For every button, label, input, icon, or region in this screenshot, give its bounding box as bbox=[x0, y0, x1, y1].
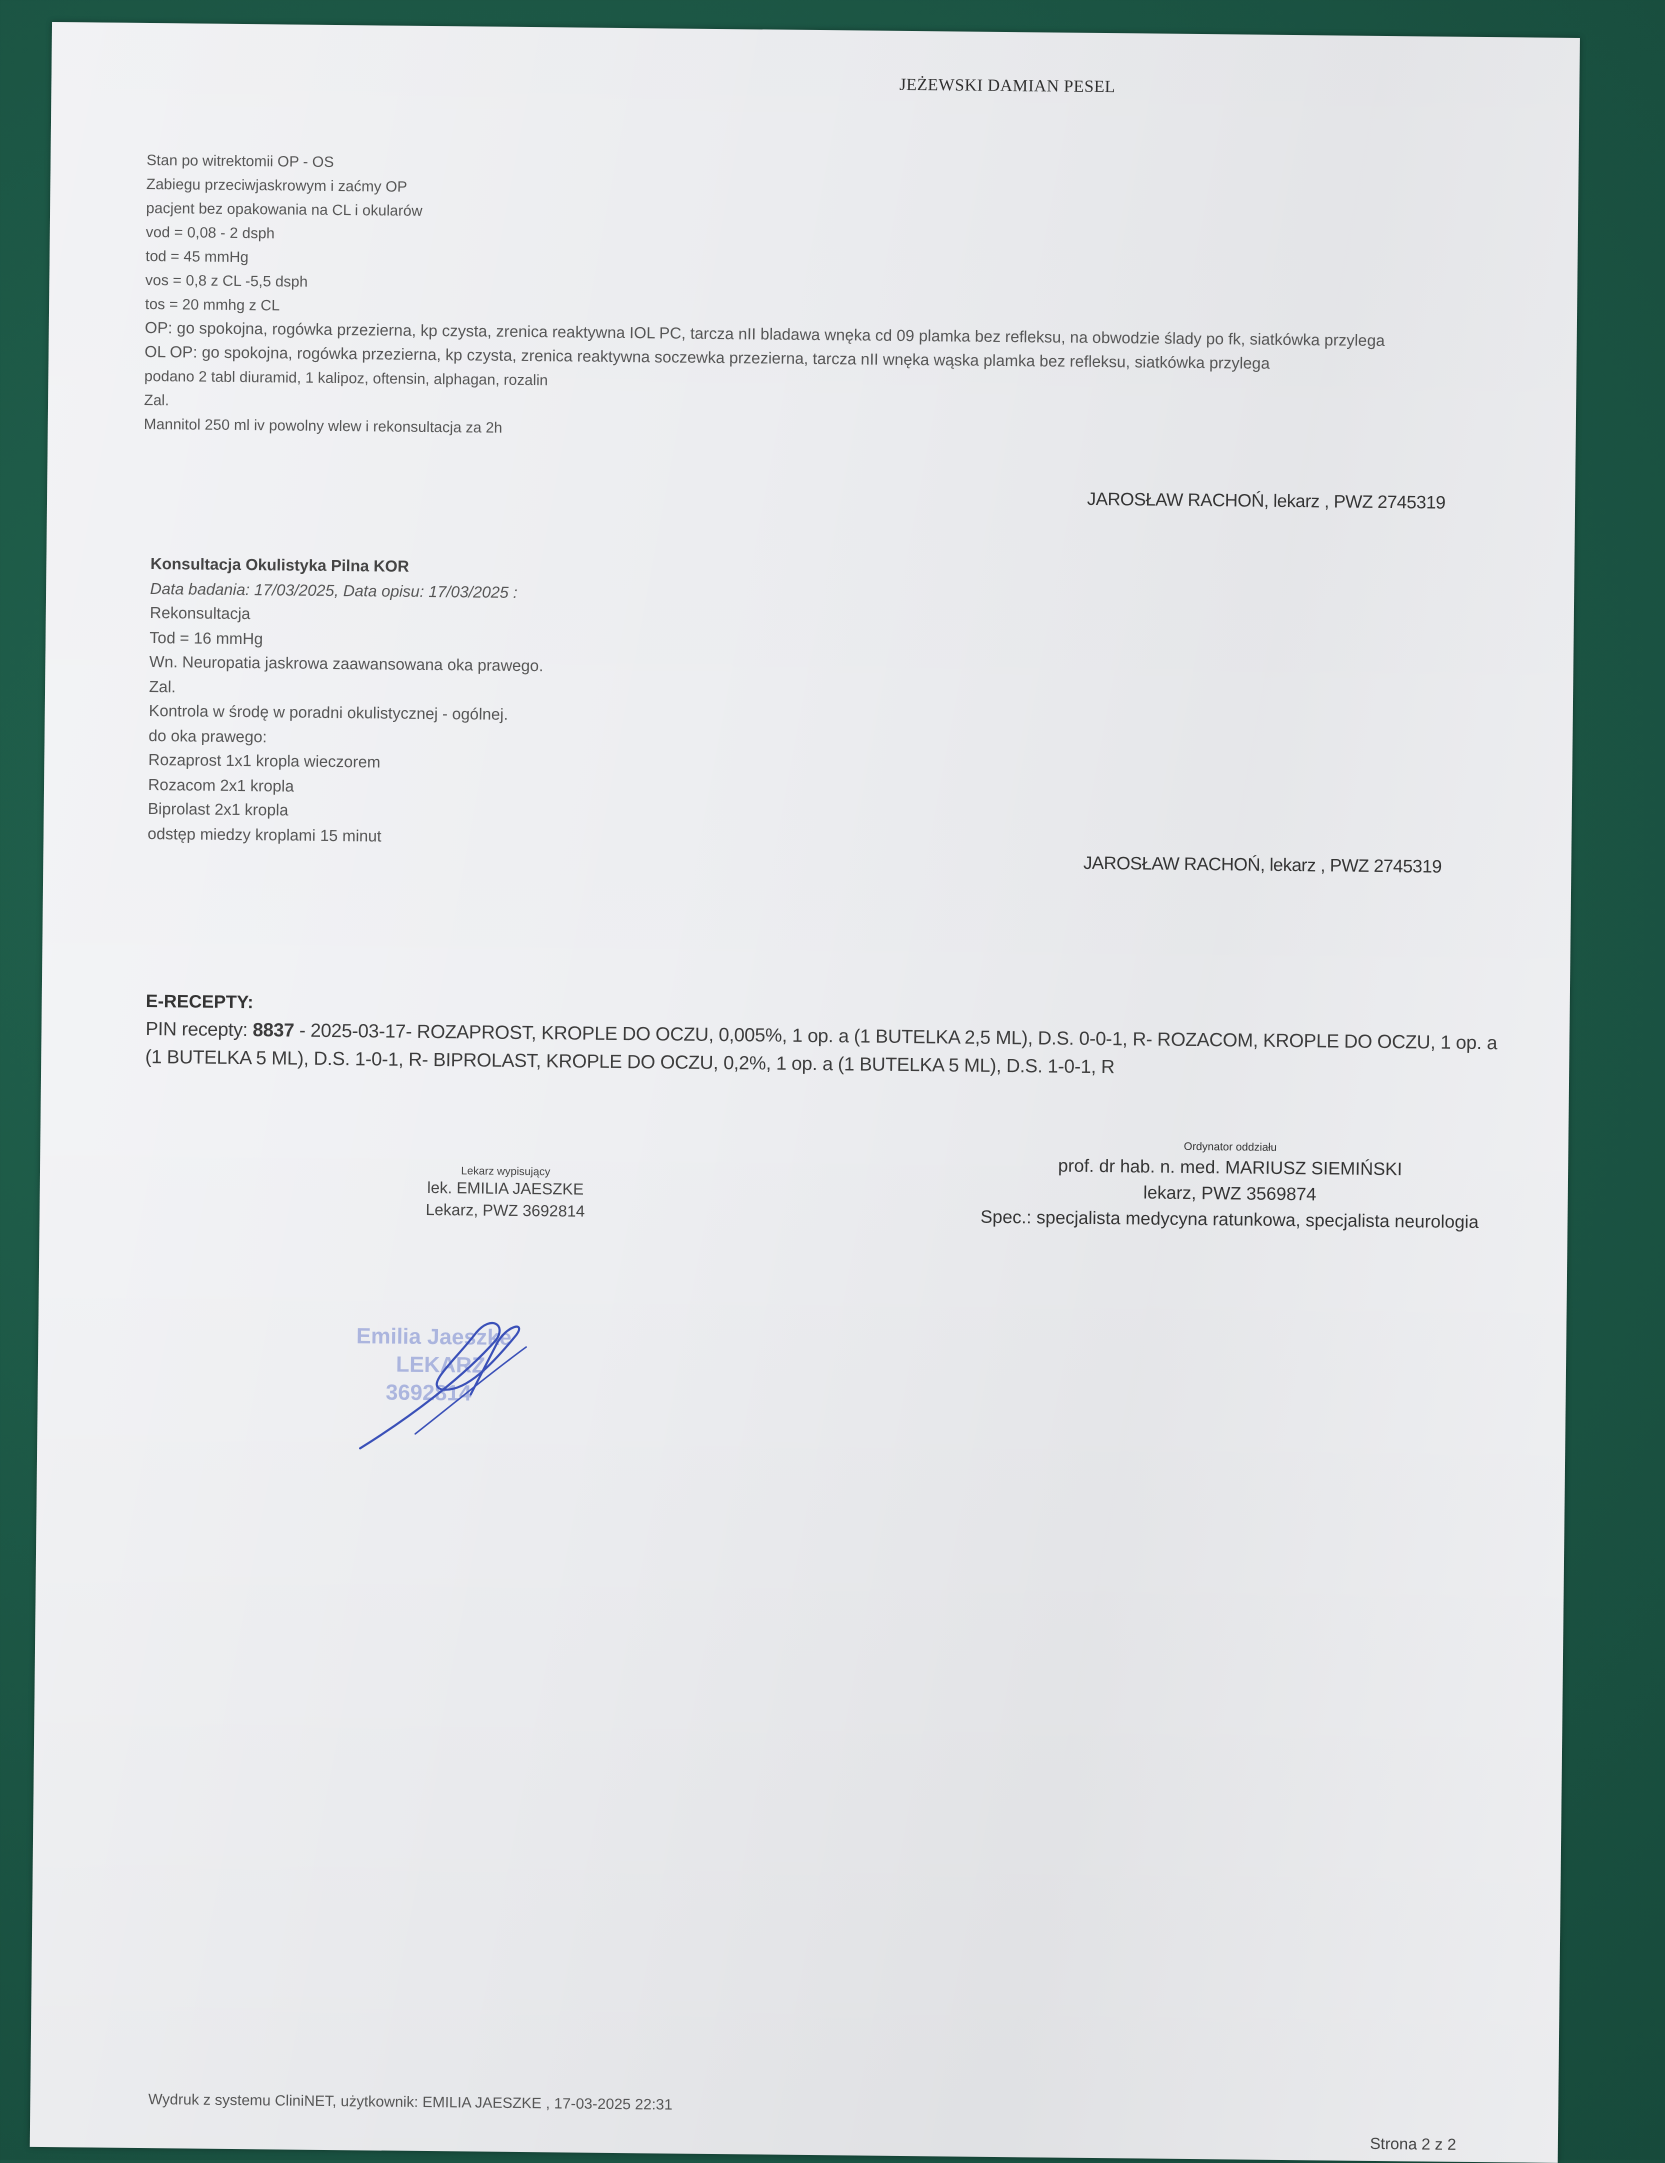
note-line: Zabiegu przeciwjaskrowym i zaćmy OP bbox=[146, 175, 408, 196]
doctor-stamp bbox=[355, 1283, 617, 1456]
note-line: Zal. bbox=[143, 391, 170, 410]
prescription-text: - 2025-03-17- ROZAPROST, KROPLE DO OCZU, 0,005%, 1 op. a (1 BUTELKA 2,5 ML), D.S. 0-0-1, R- ROZACOM, KROPLE DO OCZU, 1 op. a (1 BUTELKA 5 ML), D.S. 1-0-1, R- BIPROLAST, KROPLE DO OCZU, 0,2%, 1 op. a (1 BUTELKA 5 ML), D.S. 1-0-1, R bbox=[145, 1020, 1498, 1079]
head-of-ward-pwz: lekarz, PWZ 3569874 bbox=[1143, 1182, 1317, 1205]
note-line: tos = 20 mmhg z CL bbox=[144, 295, 280, 315]
left-eye-findings: OL OP: go spokojna, rogówka przezierna, kp czysta, zrenica reaktywna soczewka przezierna, tarcza nII wnęka wąska plamka bez refleksu, siatkówka przylega bbox=[144, 343, 1270, 373]
discharging-doctor bbox=[425, 1164, 585, 1224]
signature-line-2: JAROSŁAW RACHOŃ, lekarz , PWZ 2745319 bbox=[1083, 852, 1442, 877]
note-line: Zal. bbox=[148, 678, 176, 696]
discharging-doctor-pwz: Lekarz, PWZ 3692814 bbox=[425, 1201, 585, 1221]
head-of-ward-name: prof. dr hab. n. med. MARIUSZ SIEMIŃSKI bbox=[1057, 1155, 1403, 1180]
stamp-line: Emilia Jaeszke bbox=[356, 1323, 512, 1350]
note-line: Rozacom 2x1 kropla bbox=[147, 776, 294, 796]
note-line: podano 2 tabl diuramid, 1 kalipoz, oftensin, alphagan, rozalin bbox=[144, 367, 549, 390]
stamp-line: LEKARZ bbox=[395, 1351, 486, 1378]
note-line: do oka prawego: bbox=[148, 727, 267, 746]
pin-value: 8837 bbox=[252, 1020, 295, 1042]
note-line: Stan po witrektomii OP - OS bbox=[146, 151, 334, 171]
note-line: Rozaprost 1x1 kropla wieczorem bbox=[148, 752, 381, 772]
note-line: Biprolast 2x1 kropla bbox=[147, 801, 289, 820]
discharging-doctor-label: Lekarz wypisujący bbox=[460, 1165, 551, 1179]
note-line: vos = 0,8 z CL -5,5 dsph bbox=[145, 271, 308, 291]
document-page bbox=[30, 22, 1580, 2163]
pin-label: PIN recepty: bbox=[145, 1019, 248, 1042]
signature-line-1: JAROSŁAW RACHOŃ, lekarz , PWZ 2745319 bbox=[1087, 488, 1446, 513]
head-of-ward-specialization: Spec.: specjalista medycyna ratunkowa, specjalista neurologia bbox=[980, 1206, 1479, 1233]
e-prescriptions-body bbox=[145, 1016, 1516, 1086]
consultation-notes bbox=[147, 553, 544, 851]
patient-header: JEŻEWSKI DAMIAN PESEL bbox=[899, 74, 1116, 97]
consultation-title: Konsultacja Okulistyka Pilna KOR bbox=[150, 556, 410, 576]
head-of-ward bbox=[979, 1138, 1480, 1235]
note-line: vod = 0,08 - 2 dsph bbox=[145, 223, 275, 243]
note-line: Tod = 16 mmHg bbox=[149, 629, 264, 648]
note-line: pacjent bez opakowania na CL i okularów bbox=[146, 199, 423, 220]
note-line: Rekonsultacja bbox=[149, 605, 251, 624]
e-prescriptions-title: E-RECEPTY: bbox=[145, 991, 254, 1013]
note-line: tod = 45 mmHg bbox=[145, 247, 249, 267]
right-eye-findings: OP: go spokojna, rogówka przezierna, kp czysta, zrenica reaktywna IOL PC, tarcza nII bladawa wnęka cd 09 plamka bez refleksu, na obwodzie ślady po fk, siatkówka przylega bbox=[144, 319, 1385, 350]
signature-scribble bbox=[355, 1283, 617, 1456]
printout-footer: Wydruk z systemu CliniNET, użytkownik: EMILIA JAESZKE , 17-03-2025 22:31 bbox=[148, 2091, 673, 2114]
note-line: Kontrola w środę w poradni okulistycznej - ogólnej. bbox=[148, 703, 509, 724]
consultation-dates: Data badania: 17/03/2025, Data opisu: 17/03/2025 : bbox=[150, 580, 518, 602]
note-line: odstęp miedzy kroplami 15 minut bbox=[147, 825, 382, 845]
stamp-line: 3692814 bbox=[385, 1379, 472, 1406]
discharging-doctor-name: lek. EMILIA JAESZKE bbox=[427, 1179, 584, 1199]
note-line: Wn. Neuropatia jaskrowa zaawansowana oka prawego. bbox=[149, 654, 544, 676]
page-number: Strona 2 z 2 bbox=[1369, 2135, 1457, 2154]
exam-notes-1 bbox=[144, 149, 1487, 451]
head-of-ward-label: Ordynator oddziału bbox=[1183, 1140, 1277, 1154]
note-line: Mannitol 250 ml iv powolny wlew i rekonsultacja za 2h bbox=[143, 415, 503, 437]
